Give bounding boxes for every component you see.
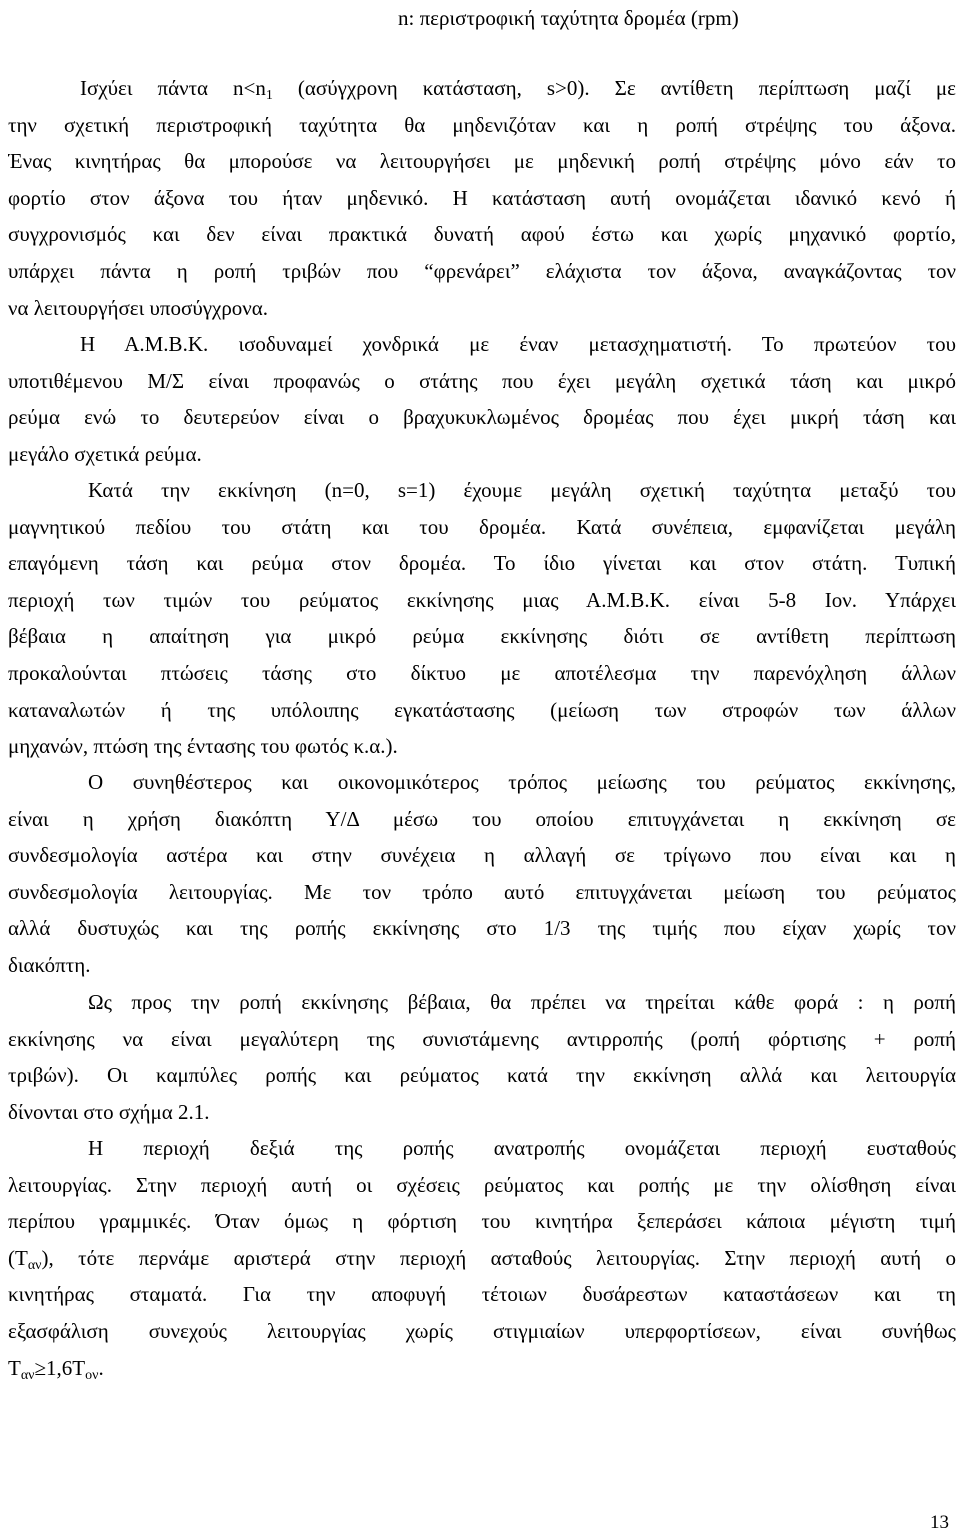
text-line: δίνονται στο σχήμα 2.1.	[8, 1099, 210, 1124]
text-line: υπάρχει πάντα η ροπή τριβών που “φρενάρει” ελάχιστα τον άξονα, αναγκάζοντας τον	[8, 258, 956, 283]
text-line: επαγόμενη τάση και ρεύμα στον δρομέα. Το ίδιο γίνεται και στον στάτη. Τυπική	[8, 551, 956, 576]
paragraph-2	[8, 326, 956, 472]
header-line: n: περιστροφική ταχύτητα δρομέα (rpm)	[398, 6, 739, 30]
text-line: υποτιθέμενου Μ/Σ είναι προφανώς ο στάτης που έχει μεγάλη σχετικά τάση και μικρό	[8, 368, 956, 393]
paragraph-1	[8, 70, 956, 326]
text-line: να λειτουργήσει υποσύγχρονα.	[8, 295, 269, 320]
paragraph-4	[8, 764, 956, 984]
text-line: καταναλωτών ή της υπόλοιπης εγκατάστασης (μείωση των στροφών των άλλων	[8, 697, 956, 722]
text-line: τριβών). Οι καμπύλες ροπής και ρεύματος κατά την εκκίνηση αλλά και λειτουργία	[8, 1063, 956, 1088]
text-line: Ισχύει πάντα $n<n_1$ (ασύγχρονη κατάσταση, s>0). Σε αντίθετη περίπτωση μαζί με	[80, 76, 956, 103]
text-line: μηχανών, πτώση της έντασης του φωτός κ.α.).	[8, 734, 398, 759]
text-line: εξασφάλιση συνεχούς λειτουργίας χωρίς στιγμιαίων υπερφορτίσεων, είναι συνήθως	[8, 1318, 956, 1343]
text-line: ρεύμα ενώ το δευτερεύον είναι ο βραχυκυκλωμένος δρομέας που έχει μικρή τάση και	[8, 405, 956, 430]
text-line: διακόπτη.	[8, 952, 91, 977]
text-line: Η περιοχή δεξιά της ροπής ανατροπής ονομάζεται περιοχή ευσταθούς	[88, 1136, 956, 1160]
text-line: Η Α.Μ.Β.Κ. ισοδυναμεί χονδρικά με έναν μετασχηματιστή. Το πρωτεύον του	[80, 332, 956, 356]
text-line: προκαλούνται πτώσεις τάσης στο δίκτυο με αποτέλεσμα την παρενόχληση άλλων	[8, 660, 956, 685]
text-line: Ο συνηθέστερος και οικονομικότερος τρόπος μείωσης του ρεύματος εκκίνησης,	[88, 770, 956, 794]
text-line: μεγάλο σχετικά ρεύμα.	[8, 441, 202, 466]
paragraph-3	[8, 472, 956, 765]
text-line: βέβαια η απαίτηση για μικρό ρεύμα εκκίνησης διότι σε αντίθετη περίπτωση	[8, 624, 956, 649]
text-line: $T_{\alpha\nu}\ge 1,6T_{o\nu}$.	[8, 1355, 104, 1383]
text-line: περιοχή των τιμών του ρεύματος εκκίνησης μιας Α.Μ.Β.Κ. είναι 5-8 Ιον. Υπάρχει	[8, 587, 956, 612]
text-line: μαγνητικού πεδίου του στάτη και του δρομέα. Κατά συνέπεια, εμφανίζεται μεγάλη	[8, 514, 956, 539]
header-line-block	[8, 0, 956, 37]
text-line: Ένας κινητήρας θα μπορούσε να λειτουργήσει με μηδενική ροπή στρέψης μόνο εάν το	[8, 149, 956, 174]
text-line: κινητήρας σταματά. Για την αποφυγή τέτοιων δυσάρεστων καταστάσεων και τη	[8, 1282, 956, 1307]
text-line: συγχρονισμός και δεν είναι πρακτικά δυνατή αφού έστω και χωρίς μηχανικό φορτίο,	[8, 222, 956, 247]
text-line: εκκίνησης να είναι μεγαλύτερη της συνιστάμενης αντιρροπής (ροπή φόρτισης + ροπή	[8, 1026, 956, 1051]
page-number: 13	[930, 1512, 949, 1533]
text-line: Ως προς την ροπή εκκίνησης βέβαια, θα πρέπει να τηρείται κάθε φορά : η ροπή	[88, 990, 956, 1014]
text-line: συνδεσμολογία λειτουργίας. Με τον τρόπο αυτό επιτυγχάνεται μείωση του ρεύματος	[8, 879, 956, 904]
text-line: $(T_{\alpha\nu})$, τότε περνάμε αριστερά στην περιοχή ασταθούς λειτουργίας. Στην περιοχή αυτή ο	[8, 1245, 956, 1273]
text-line: λειτουργίας. Στην περιοχή αυτή οι σχέσεις ρεύματος και ροπής με την ολίσθηση είναι	[8, 1172, 956, 1197]
paragraph-5	[8, 984, 956, 1130]
text-line: συνδεσμολογία αστέρα και στην συνέχεια η αλλαγή σε τρίγωνο που είναι και η	[8, 843, 956, 868]
text-line: είναι η χρήση διακόπτη Υ/Δ μέσω του οποίου επιτυγχάνεται η εκκίνηση σε	[8, 806, 956, 831]
text-line: φορτίο στον άξονα του ήταν μηδενικό. Η κατάσταση αυτή ονομάζεται ιδανικό κενό ή	[8, 185, 956, 210]
text-line: αλλά δυστυχώς και της ροπής εκκίνησης στο 1/3 της τιμής που είχαν χωρίς τον	[8, 916, 956, 941]
text-line: την σχετική περιστροφική ταχύτητα θα μηδενιζόταν και η ροπή στρέψης του άξονα.	[8, 112, 956, 137]
paragraph-6	[8, 1130, 956, 1386]
text-line: περίπου γραμμικές. Όταν όμως η φόρτιση του κινητήρα ξεπεράσει κάποια μέγιστη τιμή	[8, 1209, 956, 1234]
text-line: Κατά την εκκίνηση (n=0, s=1) έχουμε μεγάλη σχετική ταχύτητα μεταξύ του	[88, 478, 956, 502]
